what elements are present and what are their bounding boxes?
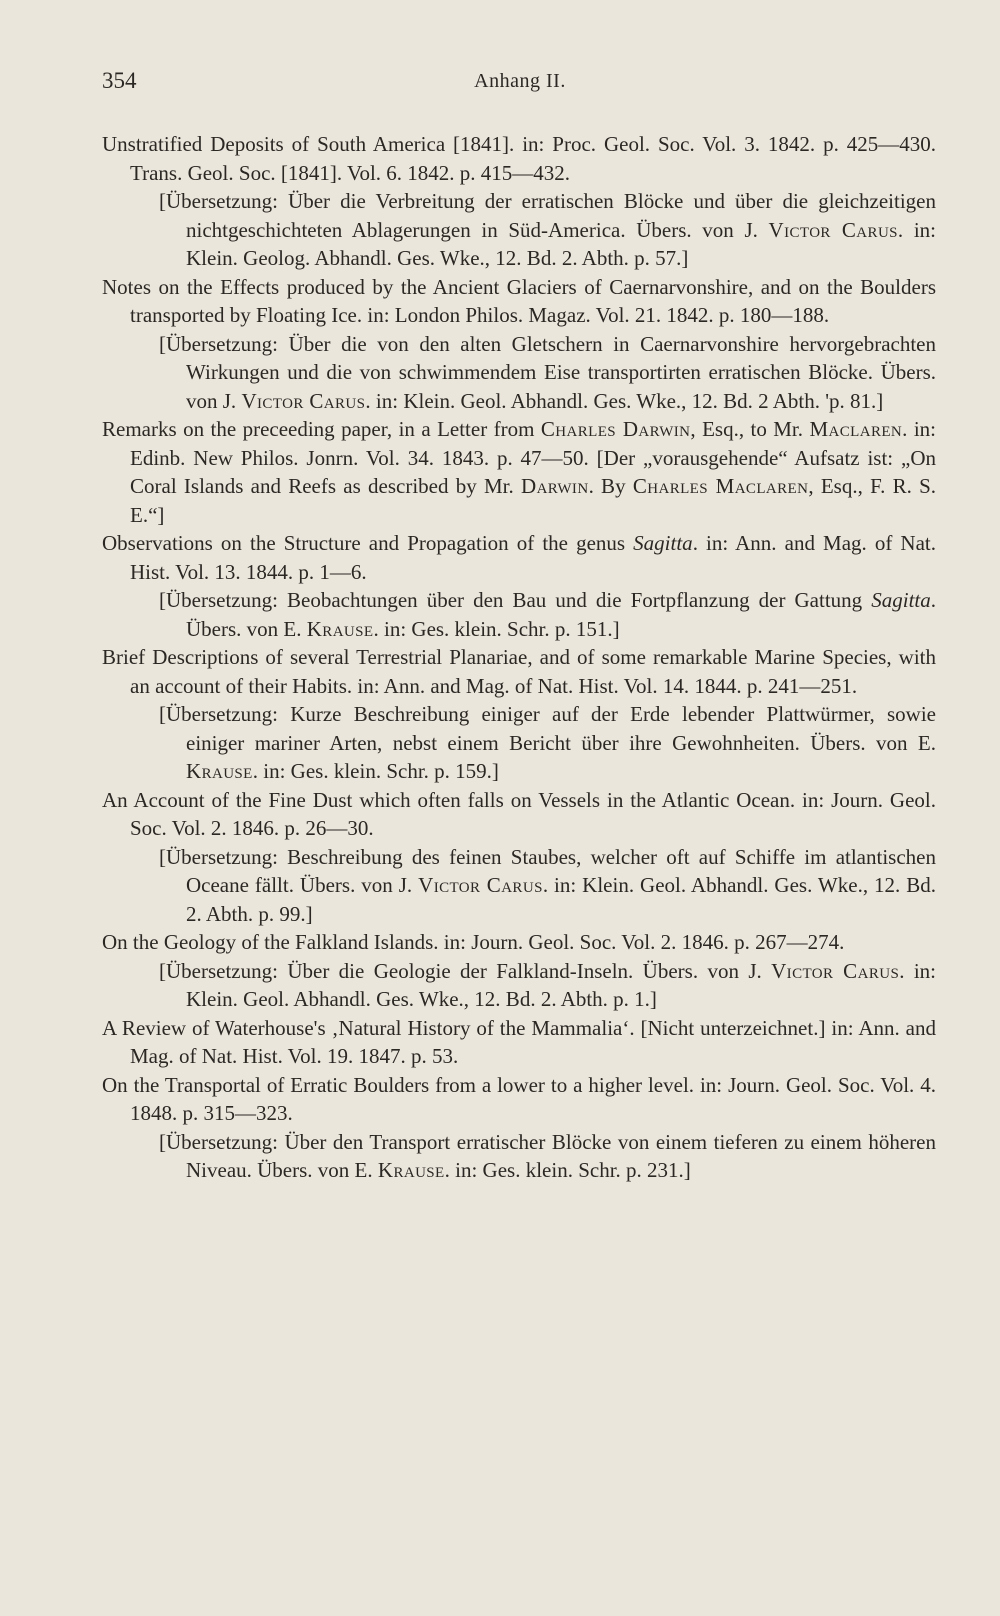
entry-text: Brief Descriptions of several Terrestrial Planariae, and of some remarkable Marine Species, with an account of their Habits. in: Ann. and Mag. of Nat. Hist. Vol. 14. 1844. p. 241—251.: [102, 645, 936, 698]
entry-text: . in: Klein. Geol. Abhandl. Ges. Wke., 12. Bd. 2. Abth. p. 99.]: [186, 873, 936, 926]
entry-text: . in: Klein. Geol. Abhandl. Ges. Wke., 12. Bd. 2. Abth. p. 1.]: [186, 958, 936, 1011]
translation-note: [102, 700, 936, 786]
author-name: Victor Carus: [418, 873, 543, 897]
translation-note: [102, 843, 936, 929]
entry-text: [Übersetzung: Beobachtungen über den Bau und die Fortpflanzung der Gattung: [159, 588, 872, 612]
bibliography-entry: [102, 415, 936, 529]
entry-text: . in: Ann. and Mag. of Nat. Hist. Vol. 13. 1844. p. 1—6.: [130, 531, 937, 584]
entry-text: . in: Ges. klein. Schr. p. 151.]: [373, 616, 620, 641]
entry-text: [Übersetzung: Über den Transport erratischer Blöcke von einem tieferen zu einem höheren Niveau. Übers. von E.: [159, 1129, 936, 1182]
author-name: Maclaren: [809, 417, 903, 441]
author-name: Krause: [377, 1158, 445, 1182]
translation-note: [102, 957, 936, 1014]
entry-text: . Übers. von E.: [186, 588, 936, 641]
translation-note: [102, 586, 936, 643]
bibliography-list: [102, 130, 936, 1185]
running-title: Anhang II.: [474, 70, 566, 92]
entry-text: [Übersetzung: Über die von den alten Gletschern in Caernarvonshire hervorgebrachten Wirkungen und die von schwimmendem Eise transportirten erratischen Blöcke. Übers. von J.: [159, 331, 936, 413]
bibliography-entry: [102, 928, 936, 957]
page-header: [102, 68, 938, 98]
page-number: 354: [102, 68, 137, 93]
entry-text: Remarks on the preceeding paper, in a Letter from: [102, 417, 541, 441]
author-name: Victor Carus: [241, 388, 366, 413]
translation-note: [102, 187, 936, 273]
entry-text: A Review of Waterhouse's ‚Natural History of the Mammalia‘. [Nicht unterzeichnet.] in: Ann. and Mag. of Nat. Hist. Vol. 19. 1847. p. 53.: [102, 1015, 936, 1068]
entry-text: [Übersetzung: Über die Geologie der Falkland-Inseln. Übers. von J.: [159, 958, 772, 983]
author-name: Charles Maclaren: [632, 474, 809, 498]
entry-text: . in: Ges. klein. Schr. p. 159.]: [252, 759, 499, 783]
author-name: Victor Carus: [768, 217, 898, 242]
bibliography-entry: [102, 130, 936, 187]
bibliography-entry: [102, 643, 936, 700]
italic-term: Sagitta: [871, 588, 931, 612]
entry-text: . in: Klein. Geolog. Abhandl. Ges. Wke., 12. Bd. 2. Abth. p. 57.]: [186, 217, 936, 270]
translation-note: [102, 330, 936, 416]
author-name: Charles Darwin: [540, 417, 691, 441]
entry-text: [Übersetzung: Kurze Beschreibung einiger auf der Erde lebender Plattwürmer, sowie einiger mariner Arten, nebst einem Bericht über ihre Gewohnheiten. Übers. von E.: [159, 702, 936, 755]
translation-note: [102, 1128, 936, 1185]
entry-text: Unstratified Deposits of South America [1841]. in: Proc. Geol. Soc. Vol. 3. 1842. p. 425—430. Trans. Geol. Soc. [1841]. Vol. 6. 1842. p. 415—432.: [102, 132, 936, 185]
bibliography-entry: [102, 273, 936, 330]
italic-term: Sagitta: [633, 531, 693, 555]
entry-text: . in: Ges. klein. Schr. p. 231.]: [444, 1158, 691, 1182]
bibliography-entry: [102, 786, 936, 843]
entry-text: Observations on the Structure and Propagation of the genus: [102, 531, 634, 555]
bibliography-entry: [102, 529, 936, 586]
bibliography-entry: [102, 1014, 936, 1071]
entry-text: On the Transportal of Erratic Boulders from a lower to a higher level. in: Journ. Geol. Soc. Vol. 4. 1848. p. 315—323.: [102, 1072, 936, 1125]
bibliography-entry: [102, 1071, 936, 1128]
author-name: Victor Carus: [771, 958, 900, 983]
entry-text: [Übersetzung: Über die Verbreitung der erratischen Blöcke und über die gleichzeitigen nichtgeschichteten Ablagerungen in Süd-America. Übers. von J.: [159, 189, 936, 242]
entry-text: An Account of the Fine Dust which often falls on Vessels in the Atlantic Ocean. in: Journ. Geol. Soc. Vol. 2. 1846. p. 26—30.: [102, 787, 936, 840]
entry-text: On the Geology of the Falkland Islands. in: Journ. Geol. Soc. Vol. 2. 1846. p. 267—274.: [102, 930, 845, 954]
entry-text: . in: Edinb. New Philos. Jonrn. Vol. 34. 1843. p. 47—50. [Der „vorausgehende“ Aufsatz ist: „On Coral Islands and Reefs as described by Mr.: [130, 417, 936, 498]
author-name: Krause: [186, 759, 253, 783]
entry-text: , Esq., F. R. S. E.“]: [130, 474, 937, 527]
entry-text: . in: Klein. Geol. Abhandl. Ges. Wke., 12. Bd. 2 Abth. 'p. 81.]: [365, 388, 884, 413]
author-name: Krause: [306, 616, 374, 641]
entry-text: , Esq., to Mr.: [690, 417, 810, 441]
entry-text: [Übersetzung: Beschreibung des feinen Staubes, welcher oft auf Schiffe im atlantischen Oceane fällt. Übers. von J.: [159, 844, 936, 897]
entry-text: Notes on the Effects produced by the Ancient Glaciers of Caernarvonshire, and on the Boulders transported by Floating Ice. in: London Philos. Magaz. Vol. 21. 1842. p. 180—188.: [102, 274, 936, 327]
entry-text: . By: [588, 474, 633, 498]
author-name: Darwin: [521, 474, 589, 498]
